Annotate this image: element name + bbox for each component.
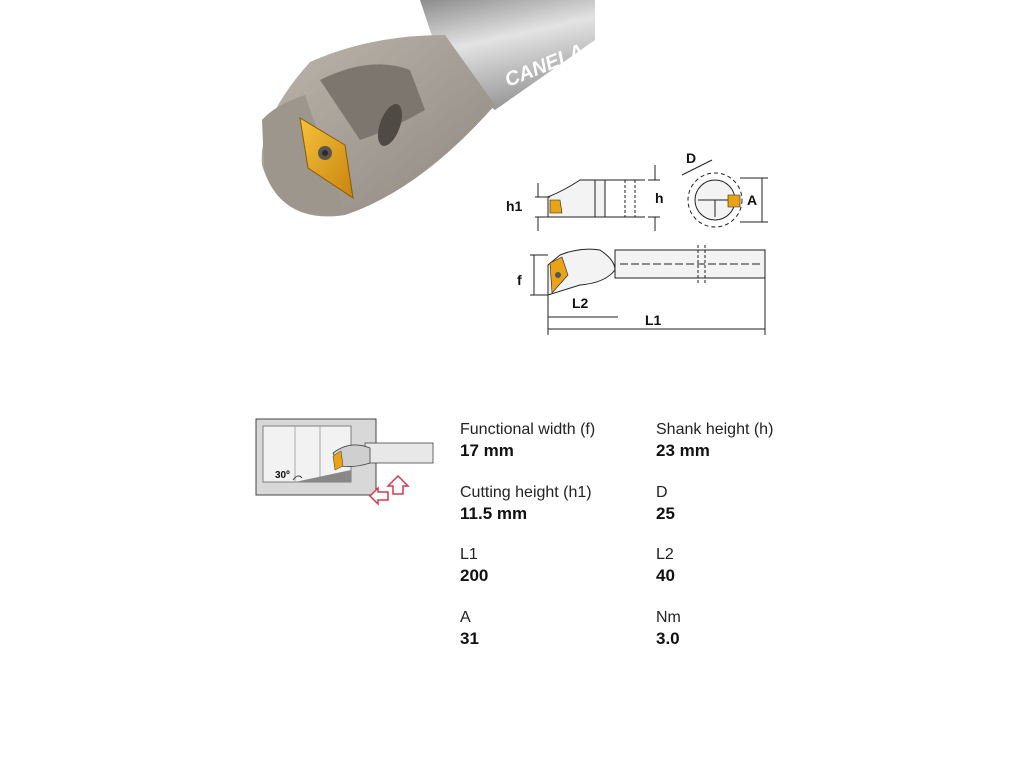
spec-label-nm: Nm xyxy=(656,609,681,626)
angle-label: 30º xyxy=(275,470,290,481)
brand-text: CANELA xyxy=(501,40,588,92)
spec-value-a: 31 xyxy=(460,629,479,648)
spec-value-l1: 200 xyxy=(460,566,489,585)
spec-value-functional-width: 17 mm xyxy=(460,441,514,460)
h-label: h xyxy=(655,190,664,206)
spec-value-cutting-height: 11.5 mm xyxy=(460,504,528,523)
spec-label-a: A xyxy=(460,609,471,626)
spec-label-l1: L1 xyxy=(460,546,478,563)
a-label: A xyxy=(747,192,758,208)
spec-value-nm: 3.0 xyxy=(656,629,680,648)
spec-value-d: 25 xyxy=(656,504,675,523)
f-label: f xyxy=(517,272,522,288)
spec-value-shank-height: 23 mm xyxy=(656,441,710,460)
spec-label-shank-height: Shank height (h) xyxy=(656,421,774,438)
spec-label-l2: L2 xyxy=(656,546,674,563)
l2-label: L2 xyxy=(572,295,589,311)
technical-drawing xyxy=(500,145,780,340)
feed-direction-arrows xyxy=(368,474,413,509)
h1-label: h1 xyxy=(506,198,523,214)
spec-label-cutting-height: Cutting height (h1) xyxy=(460,484,592,501)
d-label: D xyxy=(686,150,697,166)
spec-label-functional-width: Functional width (f) xyxy=(460,421,596,438)
l1-label: L1 xyxy=(645,312,662,328)
spec-value-l2: 40 xyxy=(656,566,675,585)
spec-label-d: D xyxy=(656,484,668,501)
